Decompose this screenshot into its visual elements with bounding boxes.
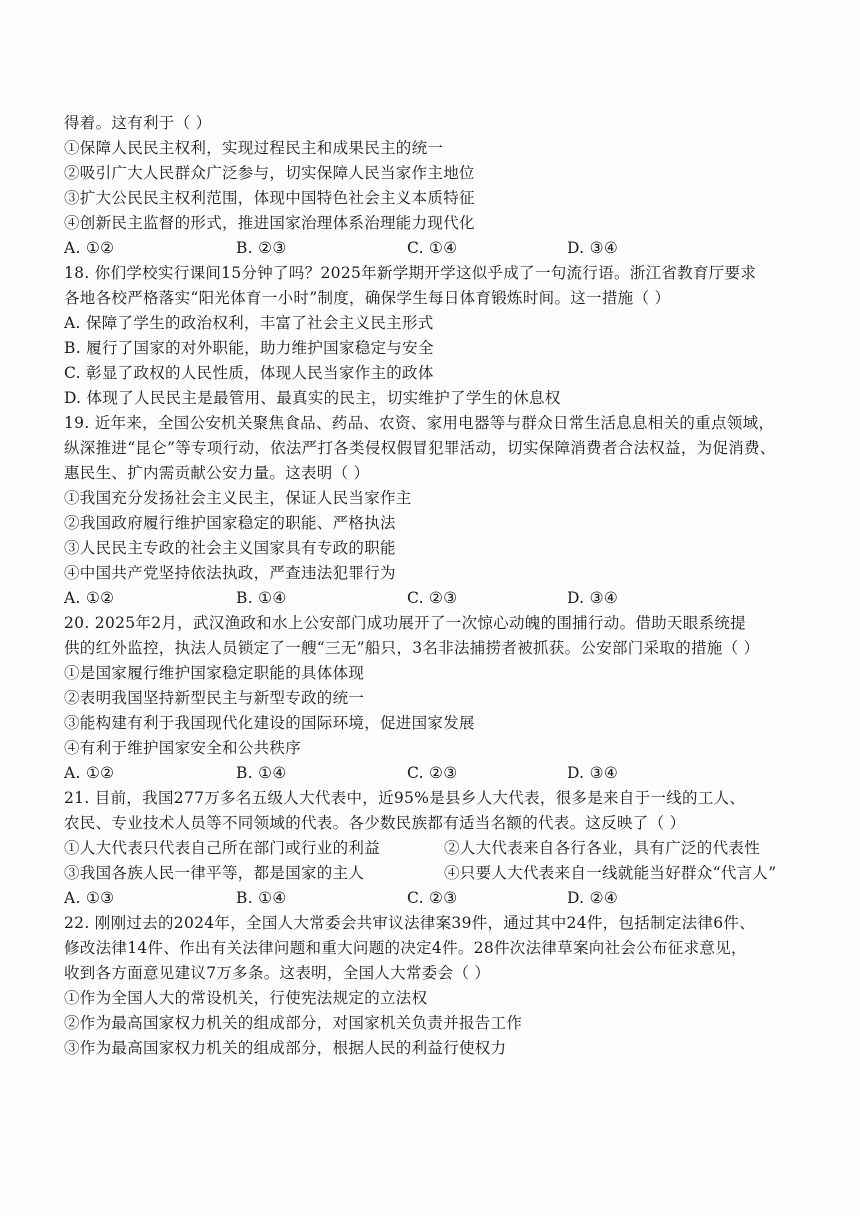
q18-stem-line-1: 18. 你们学校实行课间15分钟了吗？2025年新学期开学这似乎成了一句流行语。浙江省教育厅要求 bbox=[64, 264, 757, 282]
q17-option-c: C. ①④ bbox=[407, 239, 458, 257]
q19-item-1: ①我国充分发扬社会主义民主，保证人民当家作主 bbox=[64, 489, 412, 507]
q17-option-b: B. ②③ bbox=[236, 239, 287, 257]
q18-choice-a: A. 保障了学生的政治权利，丰富了社会主义民主形式 bbox=[64, 314, 434, 332]
q20-item-3: ③能构建有利于我国现代化建设的国际环境，促进国家发展 bbox=[64, 714, 475, 732]
q19-stem-line-3: 惠民生、扩内需贡献公安力量。这表明（ ） bbox=[64, 464, 370, 482]
q18-stem-line-2: 各地各校严格落实“阳光体育一小时”制度，确保学生每日体育锻炼时间。这一措施（ ） bbox=[64, 289, 671, 307]
q19-option-b: B. ①④ bbox=[236, 589, 287, 607]
q21-item-1: ①人大代表只代表自己所在部门或行业的利益 bbox=[64, 839, 381, 857]
q18-choice-c: C. 彰显了政权的人民性质，体现人民当家作主的政体 bbox=[64, 364, 434, 382]
q21-option-d: D. ②④ bbox=[567, 889, 619, 907]
q19-item-4: ④中国共产党坚持依法执政，严查违法犯罪行为 bbox=[64, 564, 396, 582]
q21-item-2: ②人大代表来自各行各业，具有广泛的代表性 bbox=[444, 839, 761, 857]
q17-option-a: A. ①② bbox=[64, 239, 115, 257]
q22-item-1: ①作为全国人大的常设机关，行使宪法规定的立法权 bbox=[64, 989, 428, 1007]
q22-stem-line-3: 收到各方面意见建议7万多条。这表明，全国人大常委会（ ） bbox=[64, 964, 491, 982]
q20-item-1: ①是国家履行维护国家稳定职能的具体体现 bbox=[64, 664, 365, 682]
q22-stem-line-1: 22. 刚刚过去的2024年，全国人大常委会共审议法律案39件，通过其中24件，包括制定法律6件、 bbox=[64, 914, 756, 932]
q22-stem-line-2: 修改法律14件、作出有关法律问题和重大问题的决定4件。28件次法律草案向社会公布征求意见， bbox=[64, 939, 747, 957]
q20-option-b: B. ①④ bbox=[236, 764, 287, 782]
q17-item-3: ③扩大公民民主权利范围，体现中国特色社会主义本质特征 bbox=[64, 189, 475, 207]
q21-option-b: B. ①④ bbox=[236, 889, 287, 907]
q21-stem-line-1: 21. 目前，我国277万多名五级人大代表中，近95%是县乡人大代表，很多是来自于一线的工人、 bbox=[64, 789, 746, 807]
q19-stem-line-1: 19. 近年来，全国公安机关聚焦食品、药品、农资、家用电器等与群众日常生活息息相关的重点领域， bbox=[64, 414, 775, 432]
q18-choice-d: D. 体现了人民民主是最管用、最真实的民主，切实维护了学生的休息权 bbox=[64, 389, 561, 407]
q20-option-c: C. ②③ bbox=[407, 764, 458, 782]
q20-item-2: ②表明我国坚持新型民主与新型专政的统一 bbox=[64, 689, 365, 707]
q21-option-c: C. ②③ bbox=[407, 889, 458, 907]
q20-option-d: D. ③④ bbox=[567, 764, 619, 782]
q17-item-1: ①保障人民民主权利，实现过程民主和成果民主的统一 bbox=[64, 139, 444, 157]
q18-choice-b: B. 履行了国家的对外职能，助力维护国家稳定与安全 bbox=[64, 339, 434, 357]
q20-stem-line-1: 20. 2025年2月，武汉渔政和水上公安部门成功展开了一次惊心动魄的围捕行动。借助天眼系统提 bbox=[64, 614, 746, 632]
q21-item-4: ④只要人大代表来自一线就能当好群众“代言人” bbox=[444, 864, 777, 882]
q17-stem-tail: 得着。这有利于（ ） bbox=[64, 114, 212, 132]
q22-item-2: ②作为最高国家权力机关的组成部分，对国家机关负责并报告工作 bbox=[64, 1014, 523, 1032]
q20-item-4: ④有利于维护国家安全和公共秩序 bbox=[64, 739, 302, 757]
q21-stem-line-2: 农民、专业技术人员等不同领域的代表。各少数民族都有适当名额的代表。这反映了（ ） bbox=[64, 814, 686, 832]
q20-option-a: A. ①② bbox=[64, 764, 115, 782]
q19-option-a: A. ①② bbox=[64, 589, 115, 607]
q17-option-d: D. ③④ bbox=[567, 239, 619, 257]
q20-stem-line-2: 供的红外监控，执法人员锁定了一艘“三无”船只，3名非法捕捞者被抓获。公安部门采取的措施（ ） bbox=[64, 639, 760, 657]
q19-item-3: ③人民民主专政的社会主义国家具有专政的职能 bbox=[64, 539, 396, 557]
q21-item-3: ③我国各族人民一律平等，都是国家的主人 bbox=[64, 864, 365, 882]
q19-option-c: C. ②③ bbox=[407, 589, 458, 607]
q22-item-3: ③作为最高国家权力机关的组成部分，根据人民的利益行使权力 bbox=[64, 1039, 507, 1057]
q17-item-2: ②吸引广大人民群众广泛参与，切实保障人民当家作主地位 bbox=[64, 164, 475, 182]
q21-option-a: A. ①③ bbox=[64, 889, 115, 907]
q19-option-d: D. ③④ bbox=[567, 589, 619, 607]
q19-item-2: ②我国政府履行维护国家稳定的职能、严格执法 bbox=[64, 514, 396, 532]
q17-item-4: ④创新民主监督的形式，推进国家治理体系治理能力现代化 bbox=[64, 214, 475, 232]
q19-stem-line-2: 纵深推进“昆仑”等专项行动，依法严打各类侵权假冒犯罪活动，切实保障消费者合法权益，为促消费、 bbox=[64, 439, 776, 457]
